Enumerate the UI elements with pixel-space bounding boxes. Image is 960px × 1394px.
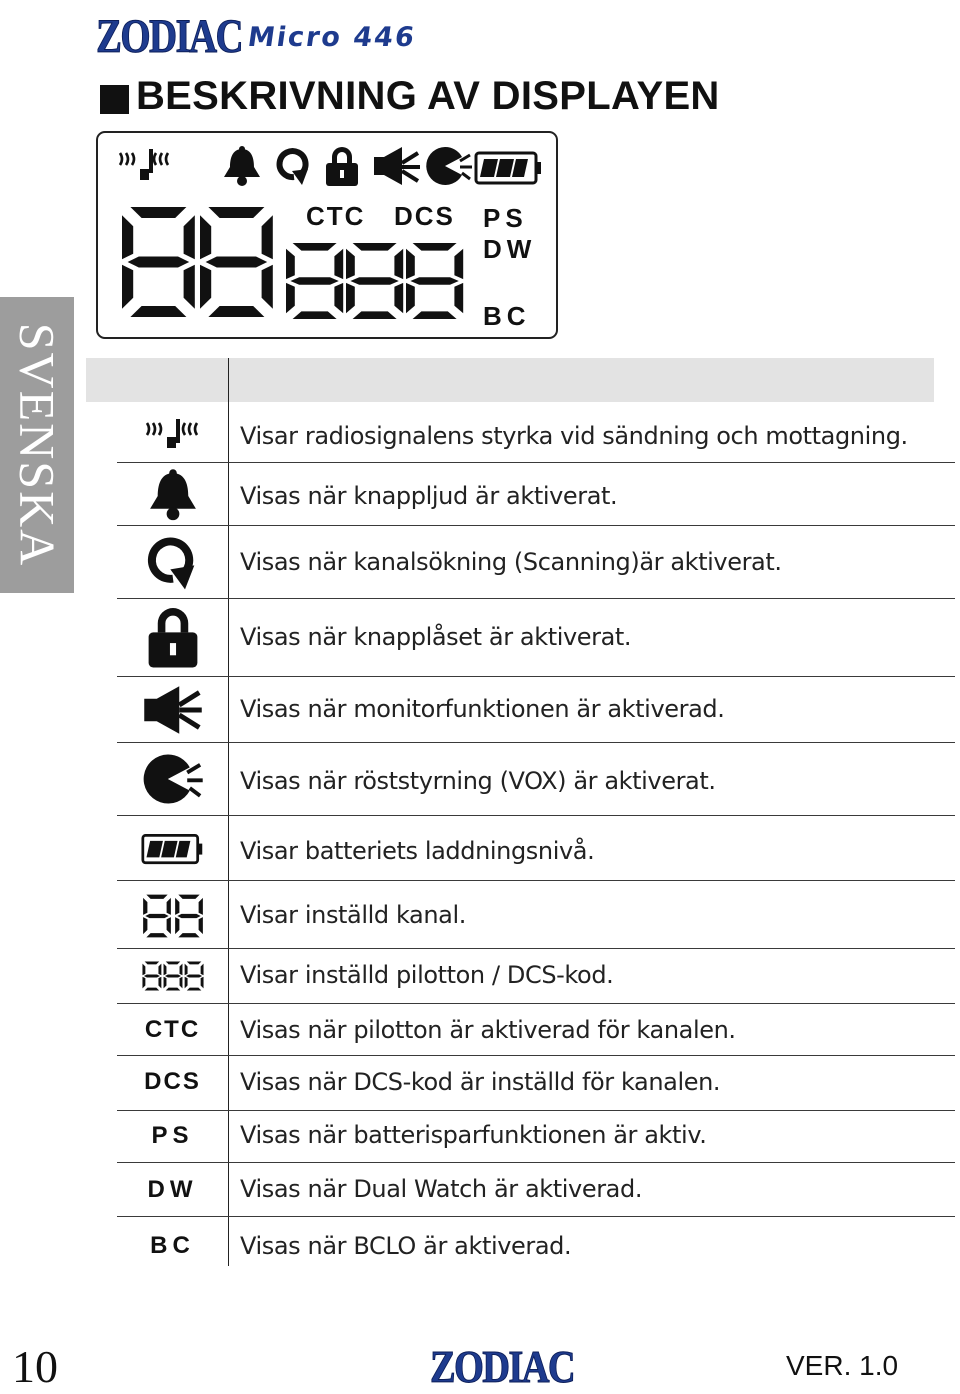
table-row-signal [117, 414, 228, 454]
lcd-dw-label: DW [483, 234, 537, 264]
table-row-bell [117, 470, 228, 522]
table-row-dcs [117, 1062, 228, 1102]
lock-icon [144, 605, 202, 669]
row-description: Visar inställd kanal. [240, 901, 466, 929]
table-row-lock [117, 604, 228, 670]
table-row-vox [117, 748, 228, 810]
row-description: Visas när batterisparfunktionen är aktiv. [240, 1121, 707, 1149]
row-divider [117, 1162, 955, 1163]
row-description: Visas när knappljud är aktiverat. [240, 482, 618, 510]
row-description: Visas när pilotton är aktiverad för kanalen. [240, 1016, 736, 1044]
row-description: Visas när DCS-kod är inställd för kanalen. [240, 1068, 721, 1096]
lcd-dcs-label: DCS [394, 201, 455, 231]
row-description: Visas när BCLO är aktiverad. [240, 1232, 572, 1260]
row-description: Visas när Dual Watch är aktiverad. [240, 1175, 643, 1203]
code-digits-icon [286, 243, 463, 319]
row-description: Visar batteriets laddningsnivå. [240, 837, 595, 865]
table-row-dw [117, 1170, 228, 1210]
page-title: BESKRIVNING AV DISPLAYEN [136, 74, 720, 118]
channel-digits-icon [122, 207, 273, 317]
table-row-scan [117, 536, 228, 592]
battery-icon [476, 153, 541, 183]
row-divider [117, 1003, 955, 1004]
monitor-speaker-icon [374, 147, 420, 185]
zodiac-logo [96, 10, 246, 62]
table-column-divider [228, 358, 229, 1266]
vox-icon [426, 147, 472, 185]
row-divider [117, 1216, 955, 1217]
row-divider [117, 815, 955, 816]
bell-icon [145, 470, 201, 522]
language-tab-label: SVENSKA [9, 322, 65, 568]
dw-label: DW [147, 1176, 198, 1203]
row-divider [117, 1055, 955, 1056]
scan-icon [280, 151, 308, 185]
bc-label: BC [150, 1232, 195, 1259]
table-row-code [117, 955, 228, 997]
row-description: Visar inställd pilotton / DCS-kod. [240, 961, 614, 989]
table-row-battery [117, 825, 228, 875]
row-divider [117, 948, 955, 949]
zodiac-footer-logo [430, 1340, 578, 1390]
ctc-label: CTC [144, 1016, 201, 1043]
vox-icon [142, 750, 204, 808]
row-divider [117, 525, 955, 526]
signal-strength-icon [120, 149, 168, 180]
table-row-channel [117, 888, 228, 944]
lcd-ctc-label: CTC [306, 201, 366, 231]
row-divider [117, 598, 955, 599]
zodiac-footer-logo-text: ZODIAC [430, 1341, 574, 1392]
dcs-label: DCS [144, 1068, 201, 1095]
row-description: Visas när kanalsökning (Scanning)är aktiverat. [240, 548, 782, 576]
code-digits-icon [141, 959, 205, 993]
table-row-ps [117, 1116, 228, 1156]
row-divider [117, 676, 955, 677]
row-divider [117, 1110, 955, 1111]
row-description: Visas när monitorfunktionen är aktiverad. [240, 695, 725, 723]
ps-label: PS [151, 1122, 194, 1149]
table-header [86, 358, 934, 402]
row-description: Visas när röststyrning (VOX) är aktiverat. [240, 767, 716, 795]
battery-icon [141, 830, 205, 870]
model-name: Micro 446 [245, 22, 418, 53]
table-row-monitor [117, 682, 228, 738]
row-divider [117, 742, 955, 743]
lock-icon [326, 147, 358, 186]
row-divider [117, 462, 955, 463]
title-square-bullet [100, 85, 129, 114]
signal-strength-icon [141, 417, 205, 451]
table-row-bc [117, 1226, 228, 1266]
version-label: VER. 1.0 [786, 1350, 899, 1381]
row-description: Visar radiosignalens styrka vid sändning och mottagning. [240, 422, 908, 450]
monitor-speaker-icon [141, 685, 205, 735]
table-row-ctc [117, 1010, 228, 1050]
row-description: Visas när knapplåset är aktiverat. [240, 623, 632, 651]
bell-icon [224, 146, 260, 186]
row-divider [117, 880, 955, 881]
page-number: 10 [12, 1341, 58, 1392]
channel-digits-icon [141, 891, 205, 941]
lcd-bc-label: BC [483, 301, 531, 331]
zodiac-logo-text: ZODIAC [96, 10, 242, 63]
lcd-ps-label: PS [483, 203, 528, 233]
scan-icon [143, 536, 203, 592]
